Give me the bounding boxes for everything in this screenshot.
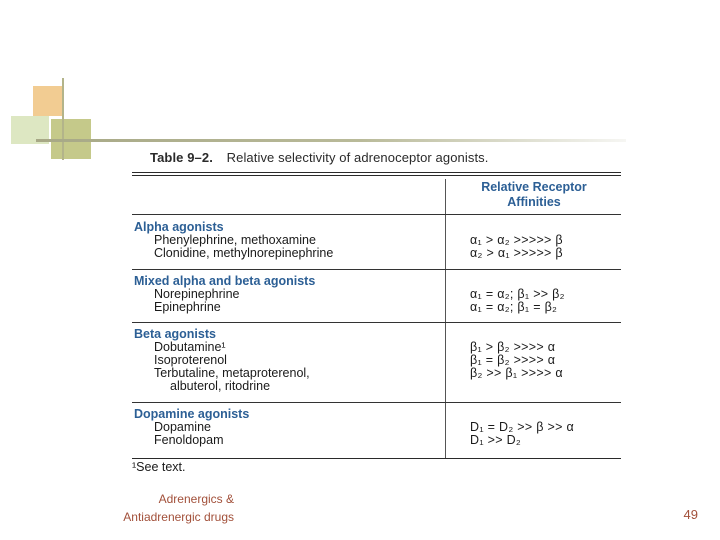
header-separator (132, 214, 621, 215)
slide-footer (106, 490, 234, 526)
group-alpha-agonists (134, 221, 620, 260)
footer-line2: Antiadrenergic drugs (123, 510, 234, 524)
table-number: Table 9–2. (150, 150, 213, 165)
table-row (134, 380, 620, 393)
column-header-line2: Affinities (507, 195, 561, 209)
group-heading: Beta agonists (134, 327, 216, 341)
group-mixed-agonists (134, 275, 620, 314)
table-row (134, 434, 620, 447)
group-heading: Dopamine agonists (134, 407, 250, 421)
affinity-value: β₂ >> β₁ >>>> α (470, 366, 563, 380)
column-header (447, 180, 621, 210)
drug-name: Epinephrine (154, 300, 221, 314)
drug-name: albuterol, ritodrine (170, 379, 271, 393)
group-separator (132, 402, 621, 403)
drug-name: Norepinephrine (154, 287, 240, 301)
affinity-value: D₁ = D₂ >> β >> α (470, 420, 574, 434)
table-row (134, 301, 620, 314)
affinity-value: β₁ = β₂ >>>> α (470, 353, 556, 367)
drug-name: Isoproterenol (154, 353, 227, 367)
drug-name: Fenoldopam (154, 433, 224, 447)
drug-name: Dobutamine¹ (154, 340, 226, 354)
column-header-line1: Relative Receptor (481, 180, 587, 194)
drug-name: Phenylephrine, methoxamine (154, 233, 316, 247)
affinity-value: α₁ > α₂ >>>>> β (470, 233, 563, 247)
table-row (134, 247, 620, 260)
group-heading: Mixed alpha and beta agonists (134, 274, 316, 288)
table-footnote: ¹See text. (132, 460, 186, 474)
table-caption (132, 150, 622, 165)
affinity-value: β₁ > β₂ >>>> α (470, 340, 556, 354)
affinity-value: α₁ = α₂; β₁ >> β₂ (470, 287, 565, 301)
page-number: 49 (683, 507, 698, 522)
affinity-value: α₁ = α₂; β₁ = β₂ (470, 300, 558, 314)
group-heading: Alpha agonists (134, 220, 224, 234)
table-caption-text: Relative selectivity of adrenoceptor agonists. (226, 150, 489, 165)
group-beta-agonists (134, 328, 620, 393)
footer-line1: Adrenergics & (158, 492, 234, 506)
group-dopamine-agonists (134, 408, 620, 447)
decor-square-orange (33, 86, 63, 116)
affinity-value: α₂ > α₁ >>>>> β (470, 246, 563, 260)
decor-vertical-line (62, 78, 64, 160)
group-separator (132, 322, 621, 323)
decor-horizontal-line (36, 139, 626, 142)
drug-name: Terbutaline, metaproterenol, (154, 366, 310, 380)
table-top-double-rule (132, 175, 621, 176)
affinity-value: D₁ >> D₂ (470, 433, 522, 447)
drug-name: Clonidine, methylnorepinephrine (154, 246, 334, 260)
group-separator (132, 269, 621, 270)
drug-name: Dopamine (154, 420, 211, 434)
selectivity-table (132, 172, 621, 459)
